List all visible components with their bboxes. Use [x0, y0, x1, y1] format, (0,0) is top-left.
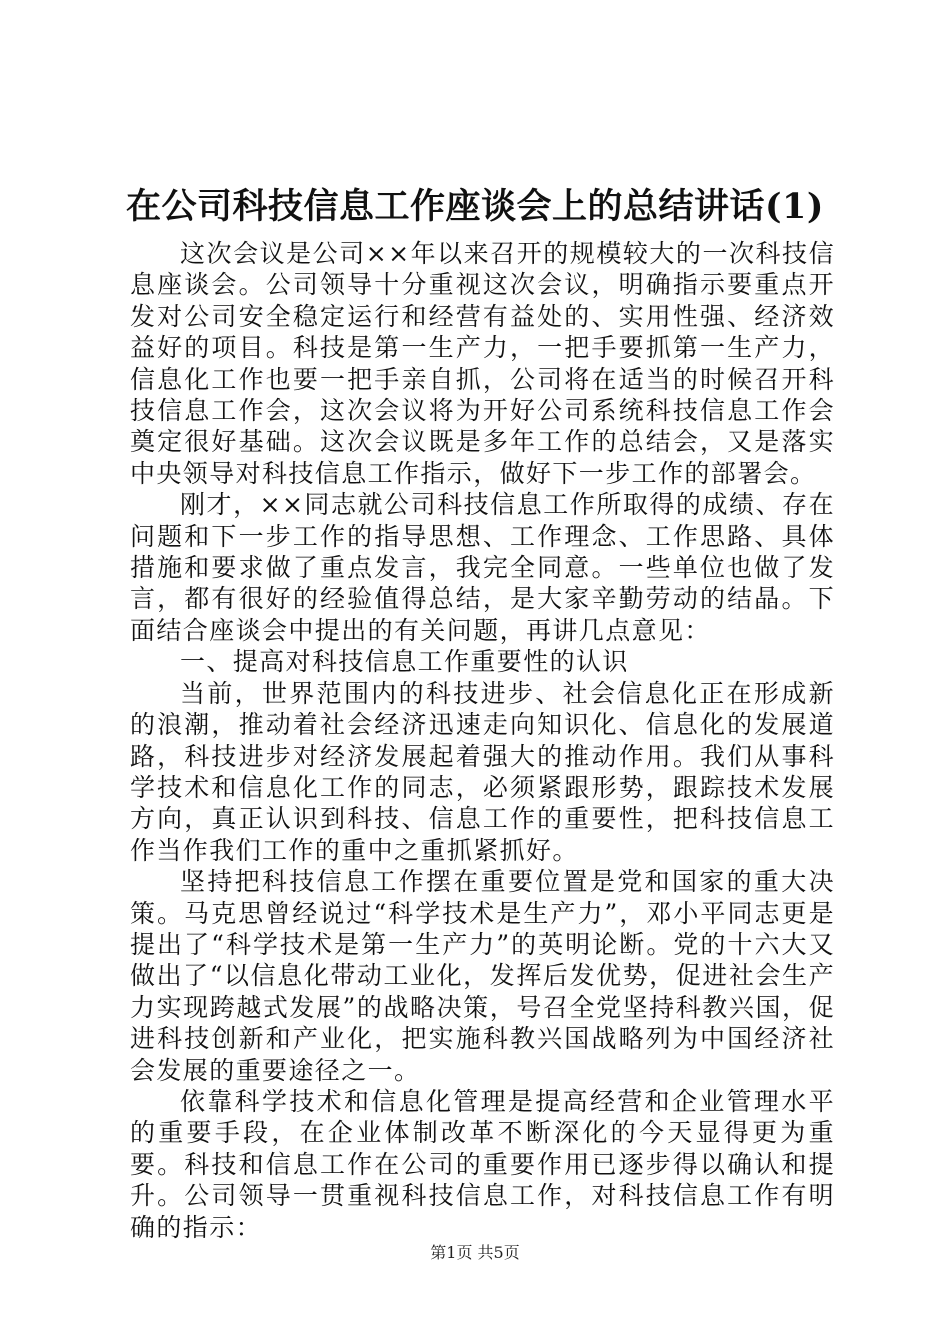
document-body: [130, 238, 835, 1243]
paragraph-speech-response: 刚才，××同志就公司科技信息工作所取得的成绩、存在问题和下一步工作的指导思想、工作理念、工作思路、具体措施和要求做了重点发言，我完全同意。一些单位也做了发言，都有很好的经验值得总结，是大家辛勤劳动的结晶。下面结合座谈会中提出的有关问题，再讲几点意见：: [130, 490, 835, 645]
paragraph-world-trend: 当前，世界范围内的科技进步、社会信息化正在形成新的浪潮，推动着社会经济迅速走向知识化、信息化的发展道路，科技进步对经济发展起着强大的推动作用。我们从事科学技术和信息化工作的同志，必须紧跟形势，跟踪技术发展方向，真正认识到科技、信息工作的重要性，把科技信息工作当作我们工作的重中之重抓紧抓好。: [130, 678, 835, 865]
section-heading-importance: 一、提高对科技信息工作重要性的认识: [180, 647, 629, 677]
paragraph-meeting-intro: 这次会议是公司××年以来召开的规模较大的一次科技信息座谈会。公司领导十分重视这次会议，明确指示要重点开发对公司安全稳定运行和经营有益处的、实用性强、经济效益好的项目。科技是第一生产力，一把手要抓第一生产力，信息化工作也要一把手亲自抓，公司将在适当的时候召开科技信息工作会，这次会议将为开好公司系统科技信息工作会奠定很好基础。这次会议既是多年工作的总结会，又是落实中央领导对科技信息工作指示，做好下一步工作的部署会。: [130, 239, 835, 488]
paragraph-management-means: 依靠科学技术和信息化管理是提高经营和企业管理水平的重要手段，在企业体制改革不断深化的今天显得更为重要。科技和信息工作在公司的重要作用已逐步得以确认和提升。公司领导一贯重视科技信息工作，对科技信息工作有明确的指示：: [130, 1086, 835, 1242]
document-title: 在公司科技信息工作座谈会上的总结讲话(1): [126, 186, 824, 227]
page-number: 第1页 共5页: [430, 1243, 520, 1262]
paragraph-national-policy: 坚持把科技信息工作摆在重要位置是党和国家的重大决策。马克思曾经说过“科学技术是生产力”，邓小平同志更是提出了“科学技术是第一生产力”的英明论断。党的十六大又做出了“以信息化带动工业化，发挥后发优势，促进社会生产力实现跨越式发展”的战略决策，号召全党坚持科教兴国，促进科技创新和产业化，把实施科教兴国战略列为中国经济社会发展的重要途径之一。: [130, 867, 835, 1085]
